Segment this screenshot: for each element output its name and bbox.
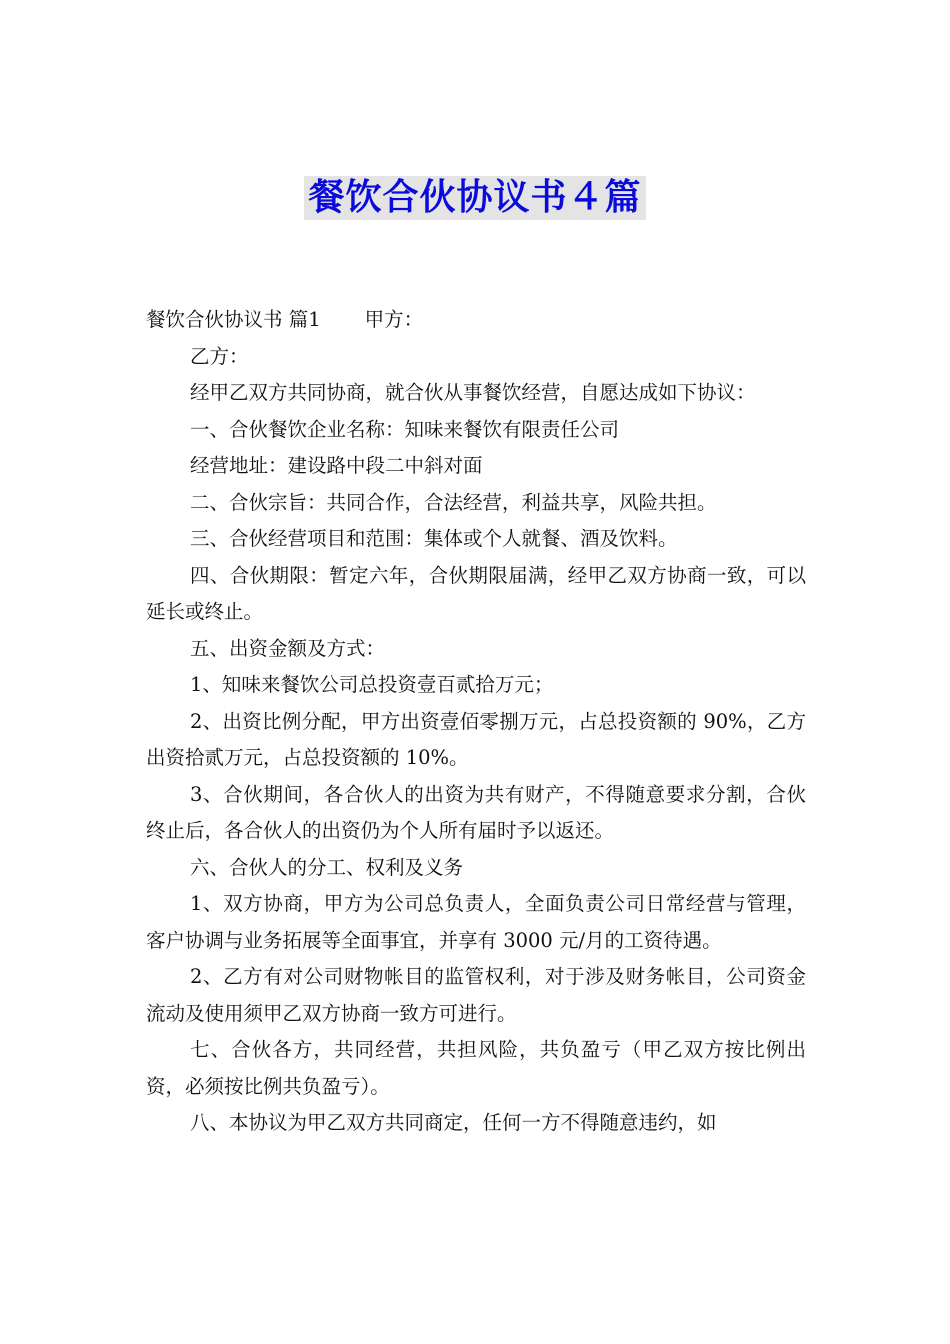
paragraph: 八、本协议为甲乙双方共同商定，任何一方不得随意违约，如 [190, 1111, 717, 1134]
paragraph: 六、合伙人的分工、权利及义务 [190, 855, 464, 879]
paragraph: 经营地址：建设路中段二中斜对面 [190, 454, 483, 477]
document-title: 餐饮合伙协议书４篇 [304, 176, 645, 220]
title-container [0, 176, 950, 220]
paragraph: 三、合伙经营项目和范围：集体或个人就餐、酒及饮料。 [190, 527, 678, 550]
paragraph: 1、双方协商，甲方为公司总负责人，全面负责公司日常经营与管理，客户协调与业务拓展等全面事宜，并享有 3000 元/月的工资待遇。 [146, 892, 806, 952]
paragraph: 经甲乙双方共同协商，就合伙从事餐饮经营，自愿达成如下协议： [190, 381, 756, 404]
section-heading-line [146, 302, 806, 339]
paragraph: 二、合伙宗旨：共同合作，合法经营，利益共享，风险共担。 [190, 490, 717, 514]
paragraph: 四、合伙期限：暂定六年，合伙期限届满，经甲乙双方协商一致，可以延长或终止。 [146, 563, 806, 623]
paragraph: 乙方： [190, 344, 249, 368]
paragraph: 3、合伙期间，各合伙人的出资为共有财产，不得随意要求分割，合伙终止后，各合伙人的出资仍为个人所有届时予以返还。 [146, 782, 806, 842]
section-heading: 餐饮合伙协议书 篇1 [146, 308, 321, 331]
paragraph: 一、合伙餐饮企业名称：知味来餐饮有限责任公司 [190, 417, 620, 441]
party-a-label: 甲方： [364, 308, 424, 331]
document-body [146, 302, 806, 1142]
paragraph: 1、知味来餐饮公司总投资壹百贰拾万元； [190, 673, 554, 696]
paragraph: 七、合伙各方，共同经营，共担风险，共负盈亏（甲乙双方按比例出资，必须按比例共负盈亏）。 [146, 1038, 806, 1098]
paragraph: 2、出资比例分配，甲方出资壹佰零捌万元，占总投资额的 90%，乙方出资拾贰万元，占总投资额的 10%。 [146, 709, 806, 769]
paragraph: 2、乙方有对公司财物帐目的监管权利，对于涉及财务帐目，公司资金流动及使用须甲乙双方协商一致方可进行。 [146, 965, 806, 1025]
paragraph: 五、出资金额及方式： [190, 636, 386, 660]
